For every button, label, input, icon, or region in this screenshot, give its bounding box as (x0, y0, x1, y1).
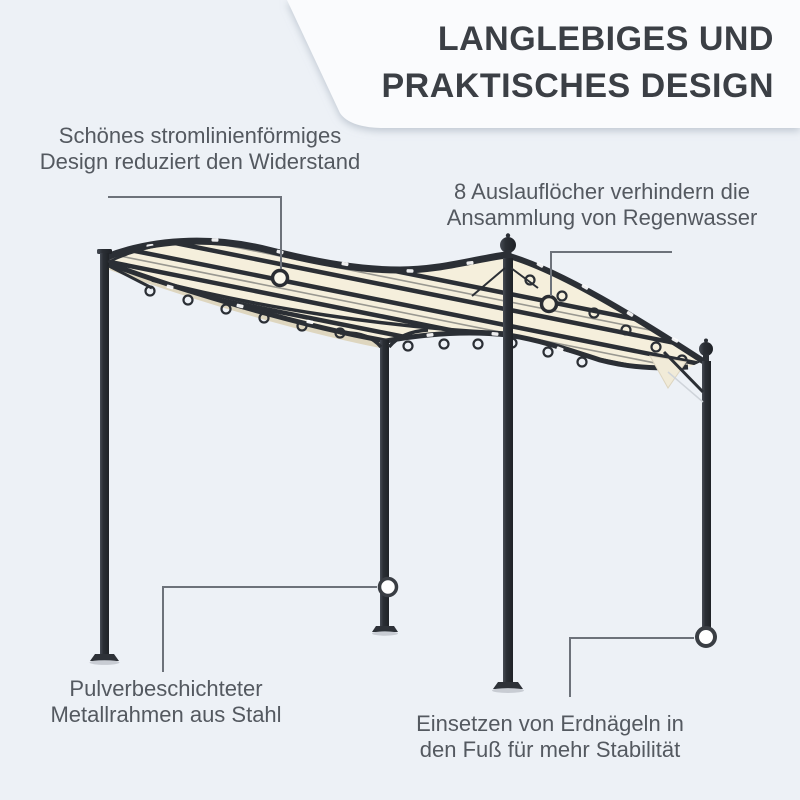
annotation-line: Schönes stromlinienförmiges (58, 123, 342, 148)
annotation-line: Metallrahmen aus Stahl (50, 702, 282, 727)
annotation-ground-stakes (400, 711, 700, 763)
annotation-streamline-design (8, 123, 392, 175)
annotation-line: Ansammlung von Regenwasser (446, 205, 758, 230)
callout-ring-frame (380, 579, 397, 596)
drain-hole-ring-left (273, 271, 288, 286)
annotation-line: Design reduziert den Widerstand (39, 149, 361, 174)
annotation-line: Pulverbeschichteter (69, 676, 263, 701)
annotation-line: den Fuß für mehr Stabilität (419, 737, 681, 762)
annotation-drain-holes (420, 179, 784, 231)
page-title (254, 16, 774, 110)
drain-hole-ring-right (542, 297, 557, 312)
annotation-line: 8 Auslauflöcher verhindern die (454, 179, 750, 204)
title-line-1: LANGLEBIGES UND (437, 20, 774, 58)
annotation-steel-frame (0, 676, 332, 728)
title-line-2: PRAKTISCHES DESIGN (381, 67, 774, 105)
annotation-line: Einsetzen von Erdnägeln in (416, 711, 684, 736)
callout-ring-stakes (697, 628, 715, 646)
